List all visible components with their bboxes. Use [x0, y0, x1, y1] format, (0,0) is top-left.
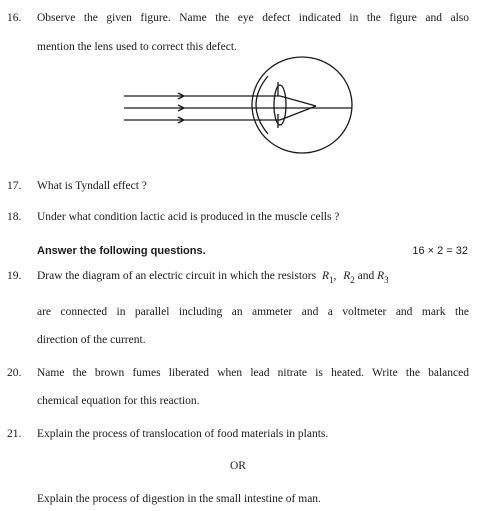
- question-16-line-1: Observe the given figure. Name the eye defect indicated in the figure and also: [37, 12, 469, 24]
- resistor-r1-symbol: R: [321, 270, 329, 282]
- question-19-line-1: [37, 270, 469, 285]
- resistor-r3-subscript: 3: [384, 275, 389, 285]
- section-marks: 16 × 2 = 32: [412, 245, 468, 257]
- eyeball-outline: [252, 57, 352, 153]
- question-17-text: What is Tyndall effect ?: [37, 180, 147, 192]
- question-number-17: 17.: [7, 180, 22, 192]
- resistor-r2-symbol: R: [343, 270, 351, 282]
- resistor-r2-subscript: 2: [350, 275, 355, 285]
- resistor-r3-symbol: R: [377, 270, 385, 282]
- question-19-line-2: are connected in parallel including an ammeter and a voltmeter and mark the: [37, 306, 469, 318]
- or-separator: OR: [230, 460, 246, 472]
- resistor-r1-subscript: 1: [329, 275, 334, 285]
- section-heading: Answer the following questions.: [37, 245, 206, 257]
- question-21-line-1: Explain the process of translocation of food materials in plants.: [37, 428, 329, 440]
- question-16-line-2: mention the lens used to correct this defect.: [37, 41, 237, 53]
- question-20-line-1: Name the brown fumes liberated when lead nitrate is heated. Write the balanced: [37, 367, 469, 379]
- question-21-line-2: Explain the process of digestion in the small intestine of man.: [37, 493, 321, 505]
- question-number-19: 19.: [7, 270, 22, 282]
- question-number-20: 20.: [7, 367, 22, 379]
- question-number-18: 18.: [7, 211, 22, 223]
- question-number-16: 16.: [7, 12, 22, 24]
- question-20-line-2: chemical equation for this reaction.: [37, 395, 200, 407]
- eye-defect-figure: [120, 54, 360, 156]
- question-number-21: 21.: [7, 428, 22, 440]
- question-19-line-1-text: Draw the diagram of an electric circuit in which the resistors: [37, 270, 317, 282]
- question-19-line-3: direction of the current.: [37, 334, 146, 346]
- question-18-text: Under what condition lactic acid is produced in the muscle cells ?: [37, 211, 340, 223]
- and-word: and: [357, 270, 375, 282]
- cornea: [256, 76, 268, 134]
- resistor-separator: ,: [333, 270, 337, 282]
